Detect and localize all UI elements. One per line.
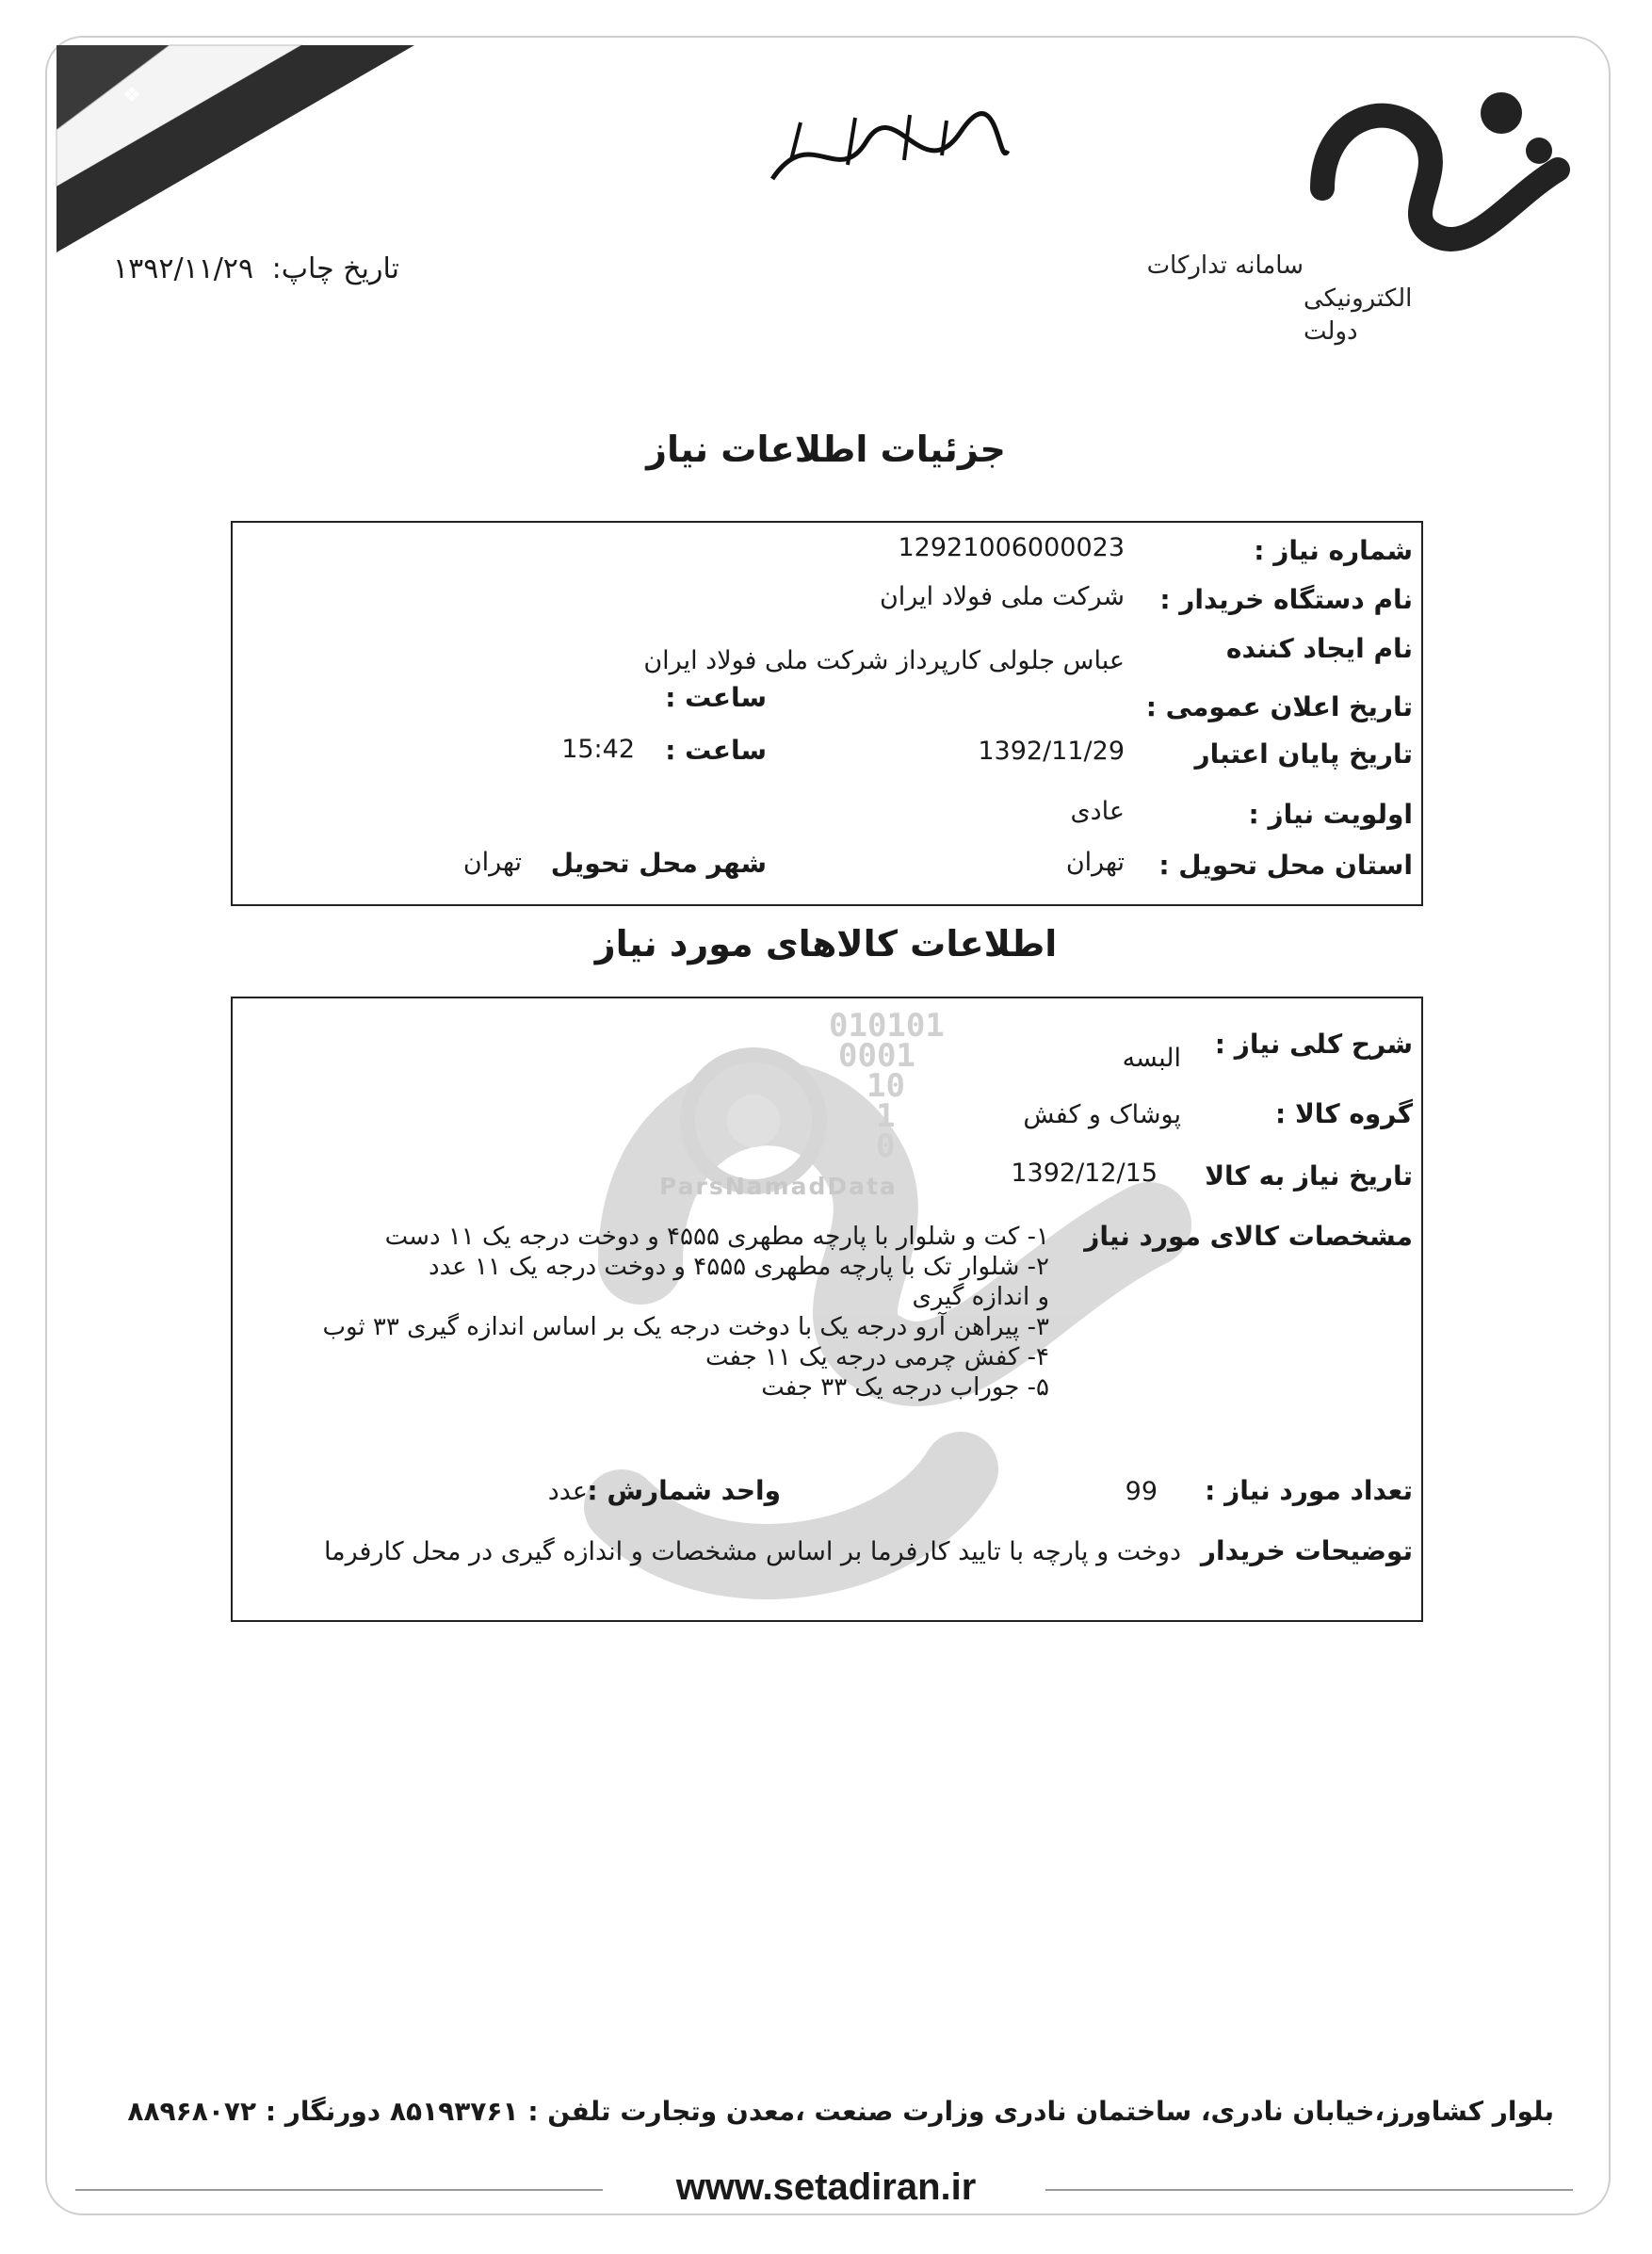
binary-line-2: 0001 xyxy=(838,1037,915,1075)
spec-line-1: ۱- کت و شلوار با پارچه مطهری ۴۵۵۵ و دوخت درجه یک ۱۱ دست xyxy=(384,1223,1049,1251)
print-date-label: تاریخ چاپ: xyxy=(271,252,399,285)
validity-time-label: ساعت : xyxy=(665,735,767,766)
spec-line-6: ۵- جوراب درجه یک ۳۳ جفت xyxy=(761,1373,1049,1402)
general-desc-value: البسه xyxy=(1122,1044,1181,1073)
validity-time-value: 15:42 xyxy=(561,735,635,764)
field-value-delivery-province: تهران xyxy=(1065,848,1125,877)
svg-text:دولت: دولت xyxy=(1304,317,1358,346)
quantity-value: 99 xyxy=(1125,1477,1158,1506)
need-date-value: 1392/12/15 xyxy=(1011,1159,1158,1188)
parsnamad-brand: ParsNamadData xyxy=(659,1173,898,1200)
binary-line-1: 010101 xyxy=(829,1007,945,1045)
svg-text:الکترونیکی: الکترونیکی xyxy=(1304,284,1413,313)
field-label-need-number: شماره نیاز : xyxy=(1254,535,1413,566)
field-label-buyer-org: نام دستگاه خریدار : xyxy=(1159,584,1413,615)
specs-label: مشخصات کالای مورد نیاز xyxy=(1084,1221,1413,1252)
field-value-need-number: 12921006000023 xyxy=(898,533,1125,562)
announce-time-label: ساعت : xyxy=(665,682,767,713)
delivery-city-label: شهر محل تحویل xyxy=(550,848,767,879)
binary-line-5: 0 xyxy=(876,1127,896,1165)
need-date-label: تاریخ نیاز به کالا xyxy=(1205,1160,1413,1192)
seta-logo xyxy=(1146,57,1595,358)
unit-value: عدد xyxy=(547,1477,588,1506)
need-details-title: جزئیات اطلاعات نیاز xyxy=(646,429,1006,470)
footer-website[interactable]: www.setadiran.ir xyxy=(675,2166,977,2208)
buyer-notes-value: دوخت و پارچه با تایید کارفرما بر اساس مشخصات و اندازه گیری در محل کارفرما xyxy=(323,1537,1181,1566)
field-value-creator: عباس جلولی کارپرداز شرکت ملی فولاد ایران xyxy=(643,646,1125,675)
field-label-validity-end: تاریخ پایان اعتبار xyxy=(1194,738,1413,770)
buyer-notes-label: توضیحات خریدار xyxy=(1200,1535,1413,1566)
spec-line-3: و اندازه گیری xyxy=(912,1283,1049,1311)
field-label-announce-date: تاریخ اعلان عمومی : xyxy=(1145,691,1413,722)
spec-line-5: ۴- کفش چرمی درجه یک ۱۱ جفت xyxy=(705,1343,1049,1371)
spec-line-4: ۳- پیراهن آرو درجه یک با دوخت درجه یک بر اساس اندازه گیری ۳۳ ثوب xyxy=(322,1313,1049,1341)
binary-line-3: 10 xyxy=(866,1067,905,1105)
print-date-value: ۱۳۹۲/۱۱/۲۹ xyxy=(113,252,254,285)
field-value-validity-end: 1392/11/29 xyxy=(978,737,1125,766)
binary-line-4: 1 xyxy=(876,1097,896,1135)
spec-line-2: ۲- شلوار تک با پارچه مطهری ۴۵۵۵ و دوخت درجه یک ۱۱ عدد xyxy=(429,1253,1049,1281)
besmellah-calligraphy xyxy=(753,104,1017,207)
svg-text:❖: ❖ xyxy=(122,84,141,107)
print-date xyxy=(113,252,399,285)
general-desc-label: شرح کلی نیاز : xyxy=(1214,1029,1413,1060)
field-label-priority: اولویت نیاز : xyxy=(1248,799,1413,830)
footer-address: بلوار کشاورز،خیابان نادری، ساختمان نادری وزارت صنعت ،معدن وتجارت تلفن : ۸۵۱۹۳۷۶۱ دورنگار : ۸۸۹۶۸۰۷۲ xyxy=(127,2096,1554,2127)
field-value-buyer-org: شرکت ملی فولاد ایران xyxy=(879,582,1125,611)
goods-group-value: پوشاک و کفش xyxy=(1023,1100,1181,1129)
delivery-city-value: تهران xyxy=(462,848,522,877)
iran-flag-emblem xyxy=(57,45,414,196)
field-label-delivery-province: استان محل تحویل : xyxy=(1158,850,1413,881)
quantity-label: تعداد مورد نیاز : xyxy=(1205,1475,1413,1506)
svg-text:سامانه تدارکات: سامانه تدارکات xyxy=(1146,251,1304,280)
unit-label: واحد شمارش : xyxy=(587,1475,781,1506)
goods-box xyxy=(231,997,1423,1622)
field-value-priority: عادی xyxy=(1070,797,1125,826)
field-label-creator: نام ایجاد کننده xyxy=(1225,633,1413,664)
goods-group-label: گروه کالا : xyxy=(1275,1098,1413,1129)
goods-title: اطلاعات کالاهای مورد نیاز xyxy=(594,923,1058,965)
